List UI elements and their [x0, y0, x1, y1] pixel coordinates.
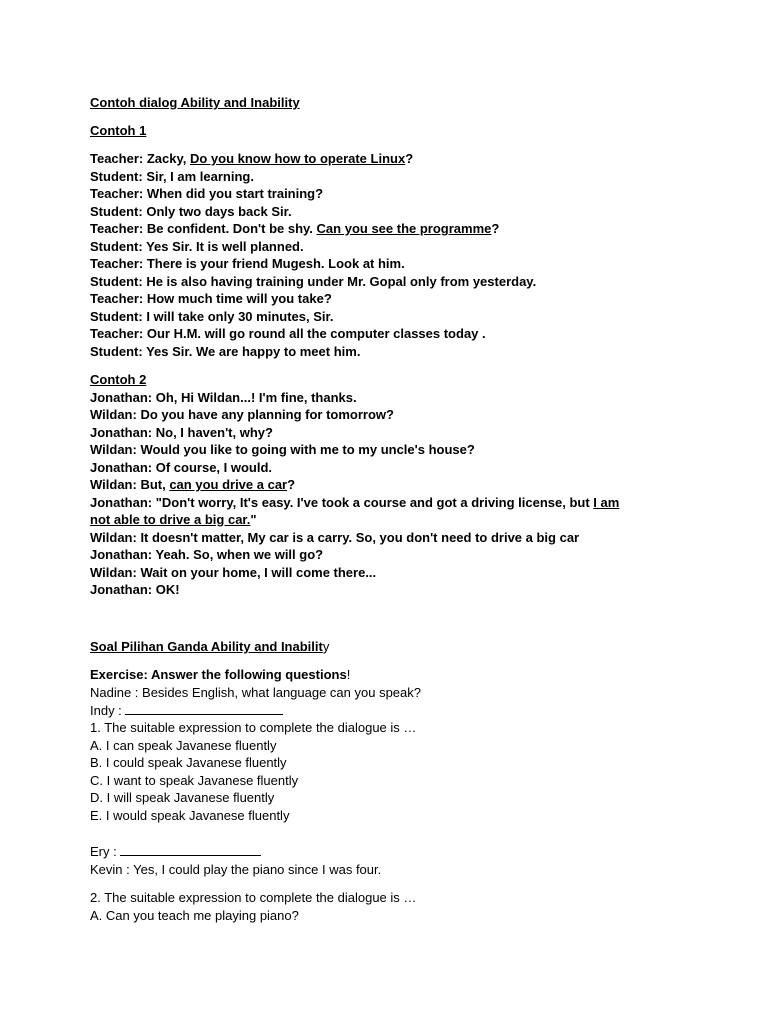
contoh1-heading: Contoh 1: [90, 123, 147, 138]
answer-option: C. I want to speak Javanese fluently: [90, 772, 299, 788]
dialog-line: Wildan: But, can you drive a car?: [90, 477, 296, 492]
dialog-line: Teacher: Our H.M. will go round all the computer classes today .: [90, 326, 486, 341]
dialog-line: Jonathan: "Don't worry, It's easy. I've took a course and got a driving license, but I am: [90, 494, 620, 510]
dialog-line: Teacher: Zacky, Do you know how to operate Linux?: [90, 151, 414, 166]
document-title: Contoh dialog Ability and Inability: [90, 95, 300, 110]
question-text: 2. The suitable expression to complete the dialogue is …: [90, 890, 417, 905]
dialog-line: Student: Sir, I am learning.: [90, 168, 254, 184]
dialog-line: Jonathan: No, I haven't, why?: [90, 424, 273, 440]
answer-option: B. I could speak Javanese fluently: [90, 755, 287, 770]
question-text: 1. The suitable expression to complete the dialogue is …: [90, 720, 417, 735]
exercise-instruction: Exercise: Answer the following questions!: [90, 667, 351, 682]
dialog-line: Teacher: Be confident. Don't be shy. Can you see the programme?: [90, 221, 500, 236]
dialogue-line: Kevin : Yes, I could play the piano since I was four.: [90, 861, 382, 877]
dialogue-line: Ery :: [90, 843, 261, 860]
dialog-line: Student: Yes Sir. We are happy to meet him.: [90, 343, 361, 359]
dialog-line: Teacher: There is your friend Mugesh. Look at him.: [90, 256, 405, 271]
answer-option: A. I can speak Javanese fluently: [90, 737, 277, 753]
soal-heading: Soal Pilihan Ganda Ability and Inability: [90, 639, 330, 654]
answer-blank: [125, 702, 283, 715]
dialog-line: Wildan: Do you have any planning for tomorrow?: [90, 407, 394, 422]
dialog-line: Wildan: It doesn't matter, My car is a carry. So, you don't need to drive a big car: [90, 529, 580, 545]
dialog-line: Student: I will take only 30 minutes, Sir.: [90, 308, 334, 324]
answer-option: D. I will speak Javanese fluently: [90, 790, 275, 805]
dialog-line: Jonathan: Yeah. So, when we will go?: [90, 547, 324, 562]
dialogue-line: Nadine : Besides English, what language can you speak?: [90, 685, 421, 700]
dialog-line: Jonathan: Of course, I would.: [90, 459, 273, 475]
answer-blank: [120, 843, 261, 856]
dialog-line: Student: Only two days back Sir.: [90, 203, 292, 219]
dialog-line: Jonathan: Oh, Hi Wildan...! I'm fine, thanks.: [90, 389, 357, 405]
dialog-line: Wildan: Wait on your home, I will come there...: [90, 564, 377, 580]
answer-option: E. I would speak Javanese fluently: [90, 807, 290, 823]
dialog-line: Student: He is also having training under Mr. Gopal only from yesterday.: [90, 273, 537, 289]
dialogue-line: Indy :: [90, 702, 283, 719]
dialog-line: Student: Yes Sir. It is well planned.: [90, 238, 304, 254]
dialog-line: Wildan: Would you like to going with me to my uncle's house?: [90, 442, 475, 457]
dialog-line: not able to drive a big car.": [90, 512, 257, 527]
answer-option: A. Can you teach me playing piano?: [90, 907, 299, 923]
dialog-line: Teacher: When did you start training?: [90, 186, 324, 201]
contoh2-heading: Contoh 2: [90, 372, 147, 387]
dialog-line: Teacher: How much time will you take?: [90, 291, 332, 306]
dialog-line: Jonathan: OK!: [90, 582, 180, 597]
